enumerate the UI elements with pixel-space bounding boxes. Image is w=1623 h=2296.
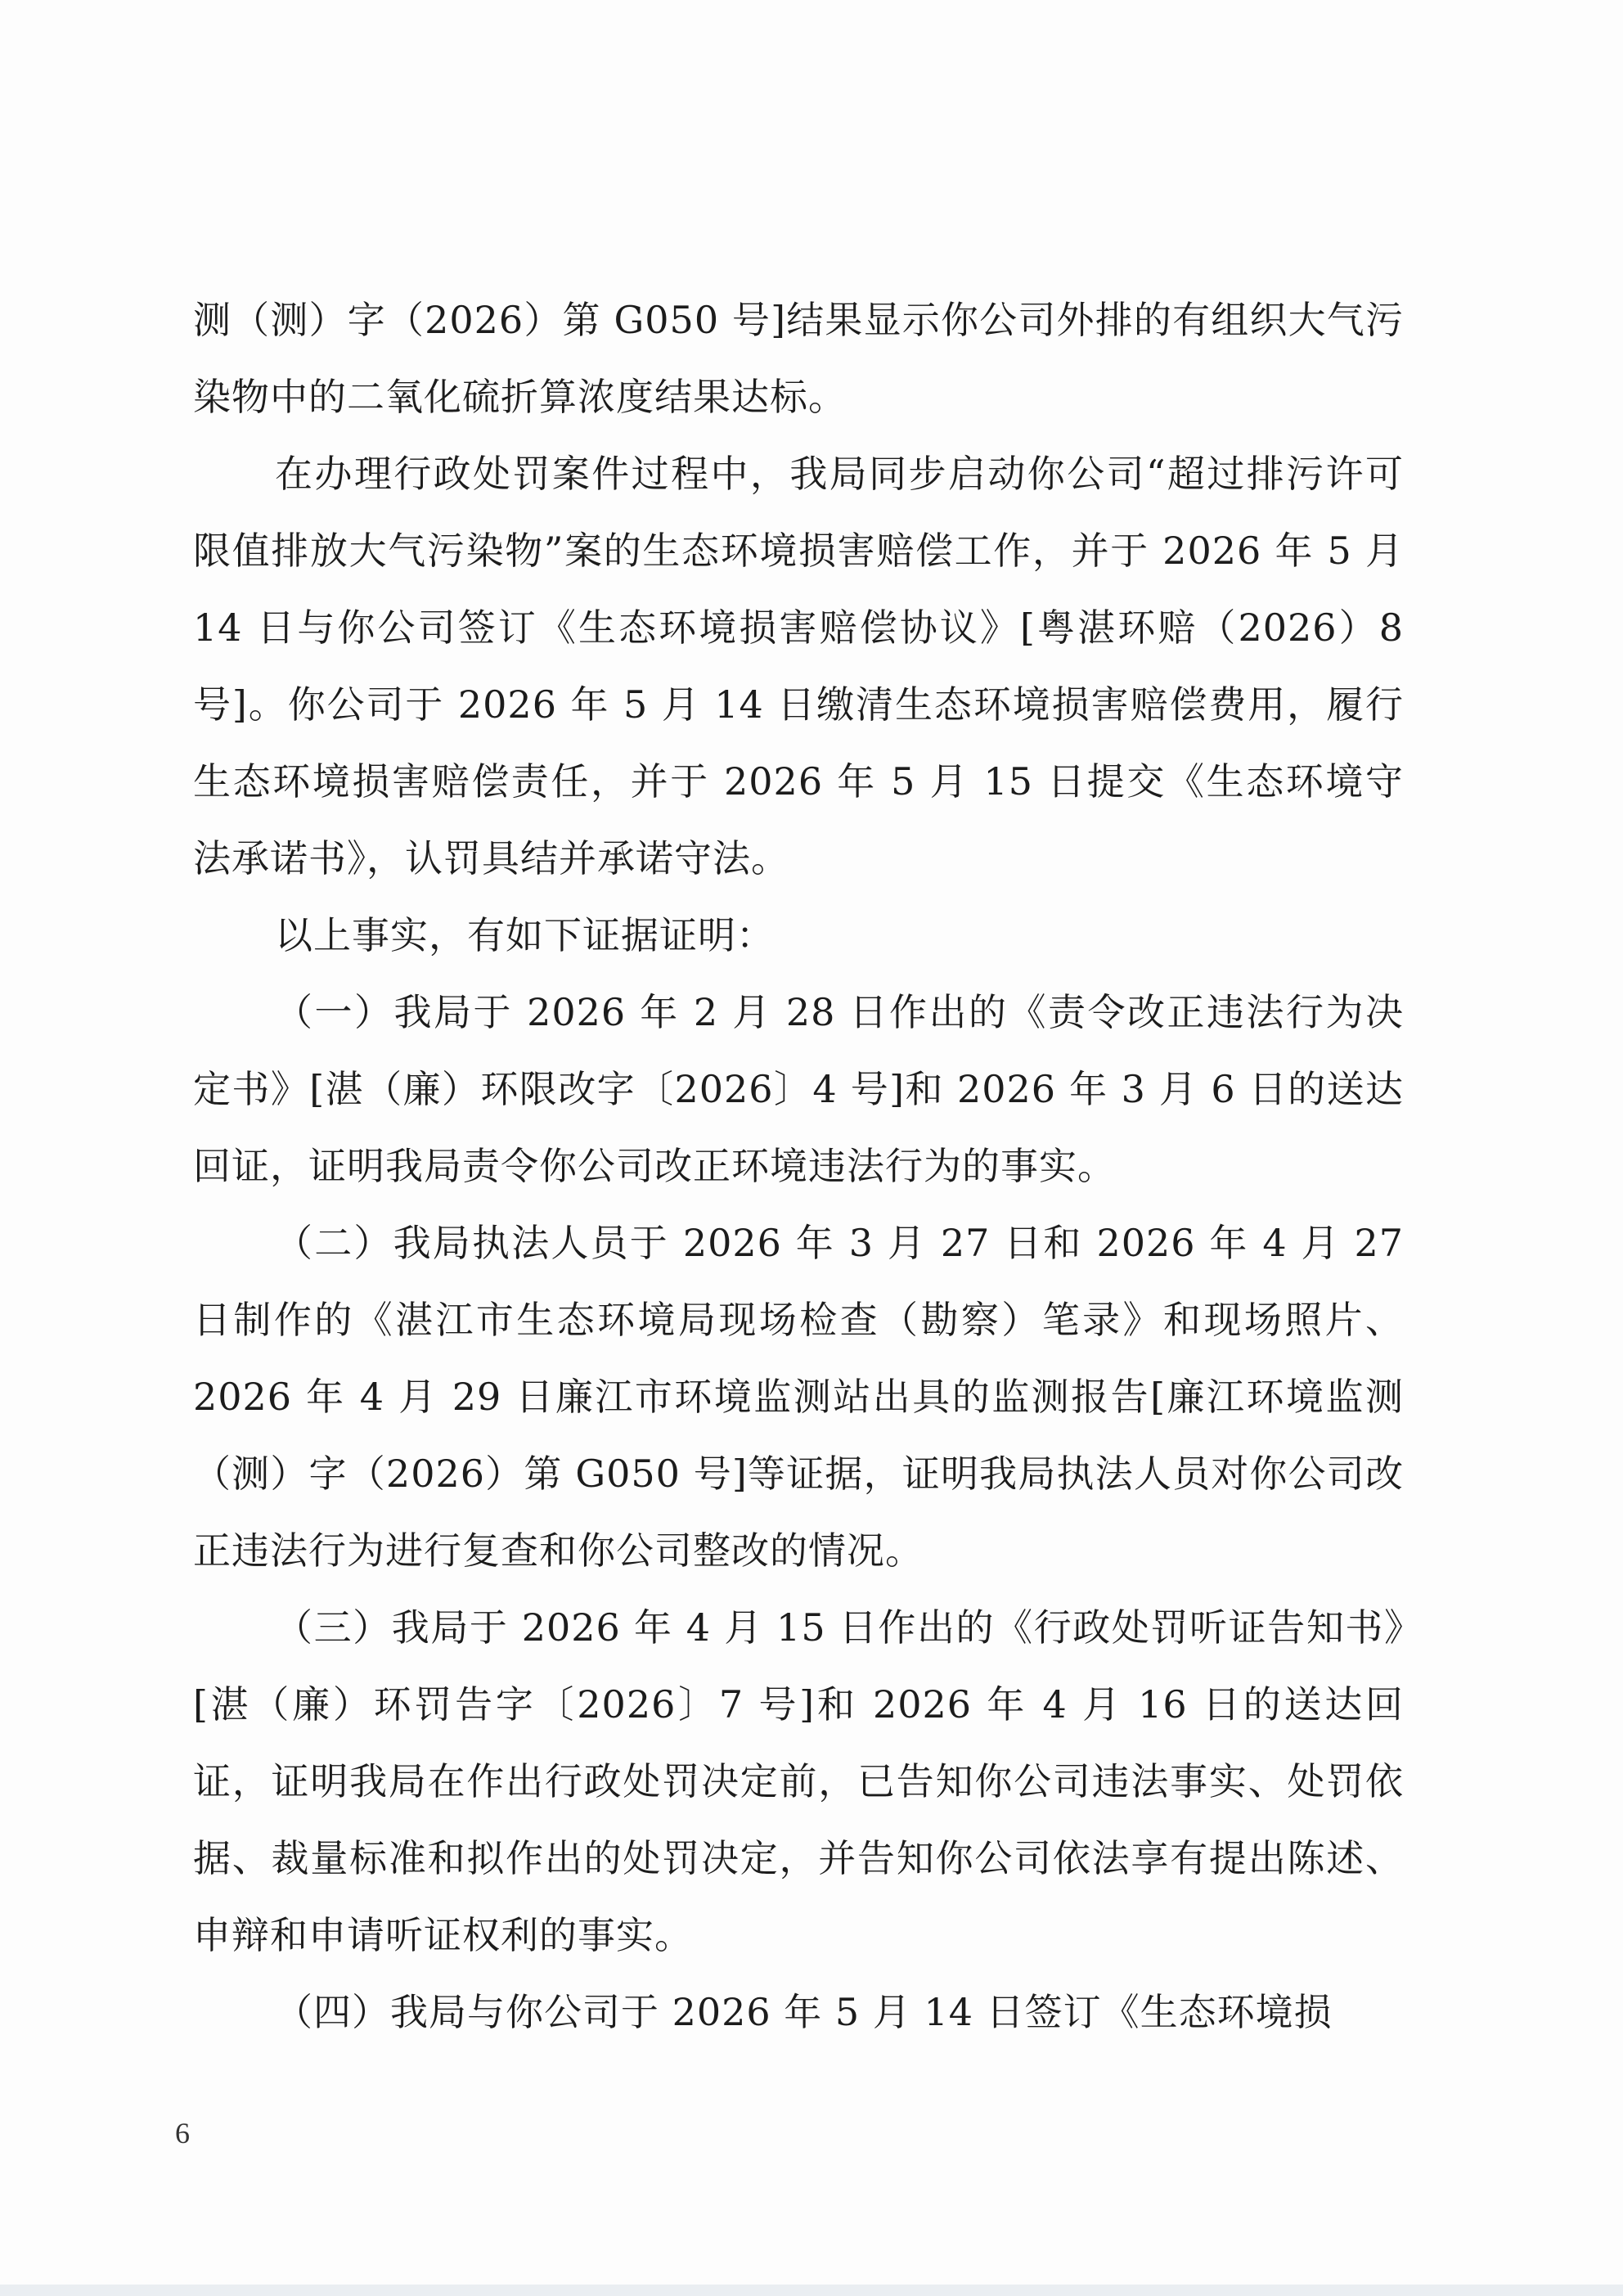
evidence-item-4: （四）我局与你公司于 2026 年 5 月 14 日签订《生态环境损 xyxy=(275,1990,1333,2034)
paragraph-damage-compensation: 在办理行政处罚案件过程中，我局同步启动你公司“超过排污许可限值排放大气污染物”案的生态环境损害赔偿工作，并于 2026 年 5 月 14 日与你公司签订《生态环境损害赔偿协议》[粤湛环赔（2026）8 号]。你公司于 2026 年 5 月 14 日缴清生态环境损害赔偿费用，履行生态环境损害赔偿责任，并于 2026 年 5 月 15 日提交《生态环境守法承诺书》，认罚具结并承诺守法。 xyxy=(193,452,1404,880)
scan-edge xyxy=(0,2285,1623,2296)
paragraph-continuation: 测（测）字（2026）第 G050 号]结果显示你公司外排的有组织大气污染物中的二氧化硫折算浓度结果达标。 xyxy=(193,298,1404,419)
paragraph-evidence-intro: 以上事实，有如下证据证明： xyxy=(275,913,775,957)
evidence-item-1: （一）我局于 2026 年 2 月 28 日作出的《责令改正违法行为决定书》[湛（廉）环限改字〔2026〕4 号]和 2026 年 3 月 6 日的送达回证，证明我局责令你公司改正环境违法行为的事实。 xyxy=(193,990,1404,1188)
evidence-item-2: （二）我局执法人员于 2026 年 3 月 27 日和 2026 年 4 月 27 日制作的《湛江市生态环境局现场检查（勘察）笔录》和现场照片、2026 年 4 月 29 日廉江市环境监测站出具的监测报告[廉江环境监测（测）字（2026）第 G050 号]等证据，证明我局执法人员对你公司改正违法行为进行复查和你公司整改的情况。 xyxy=(193,1221,1404,1573)
evidence-item-3: （三）我局于 2026 年 4 月 15 日作出的《行政处罚听证告知书》[湛（廉）环罚告字〔2026〕7 号]和 2026 年 4 月 16 日的送达回证，证明我局在作出行政处罚决定前，已告知你公司违法事实、处罚依据、裁量标准和拟作出的处罚决定，并告知你公司依法享有提出陈述、申辩和申请听证权利的事实。 xyxy=(193,1605,1404,1957)
page-number: 6 xyxy=(175,2117,190,2150)
document-body xyxy=(193,281,1404,2051)
